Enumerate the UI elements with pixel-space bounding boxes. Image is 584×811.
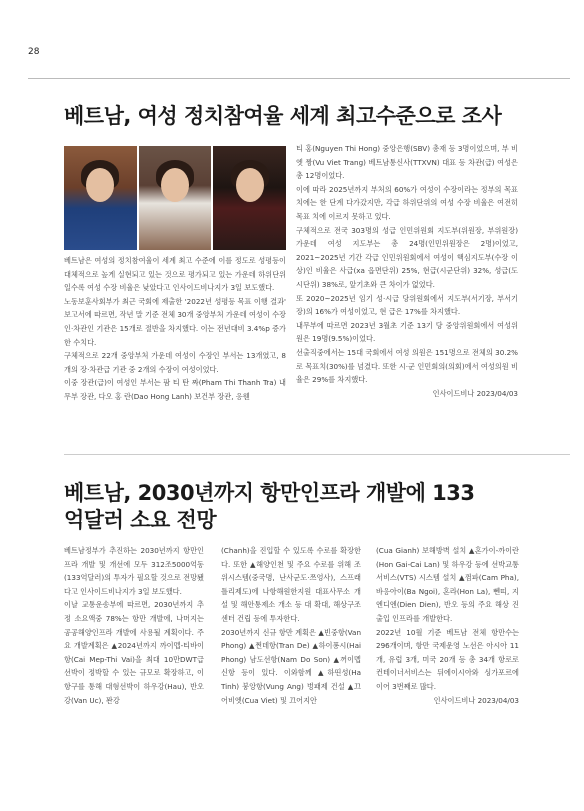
article2-column-1 [64, 544, 204, 707]
paragraph: 베트남정부가 추진하는 2030년까지 항만인프라 개발 및 개선에 모두 312조5000억동(133억달러)의 투자가 필요할 것으로 전망됐다고 인사이드비나지가 3일 보도했다. [64, 546, 204, 596]
article1-column-1 [64, 254, 286, 404]
header-rule [28, 78, 570, 79]
paragraph: 선출직중에서는 15대 국회에서 여성 의원은 151명으로 전체의 30.2%로 목표치(30%)를 넘겼다. 또한 시·군 인민회의(의회)에서 여성의원 비율은 29%를 차지했다. [296, 347, 518, 385]
article2-title: 베트남, 2030년까지 항만인프라 개발에 133억달러 소요 전망 [64, 481, 475, 532]
paragraph: 2022년 10월 기준 베트남 전체 항만수는 296개이며, 항만 국제운영 노선은 아시아 11개, 유럽 3개, 미국 20개 등 총 34개 항로로 컨테이너서비스는 뒤에이시아와 싱가포르에 이어 3번째로 많다. [376, 627, 519, 691]
portrait-photo-2 [139, 146, 212, 250]
paragraph: 2030년까지 신규 항만 계획은 ▲빈중항(Van Phong) ▲쩐데항(Tran De) ▲하이퐁시(Hai Phong) 남도선항(Nam Do Son) ▲꺼이멥 신항 등이 있다. 이와함께 ▲하띤성(Ha Tinh) 붕앙항(Vung Ang) 벙패제 건설 ▲끄어비엣(Cua Viet) 및 끄어지안 [221, 627, 361, 705]
paragraph: 이날 교통운송부에 따르면, 2030년까지 추정 소요액중 78%는 항만 개발에, 나머지는 공공해양인프라 개발에 사용될 계획이다. 주요 개발계획은 ▲2024년까지 까이멥-티바이항(Cai Mep-Thi Vai)을 최대 10만DWT급 선박이 정박할 수 있는 규모로 확장하고, 이 항구를 통해 대형선박이 하우강(Hau), 반오강(Van Uc), 꽌강 [64, 600, 204, 705]
portrait-photo-3 [213, 146, 286, 250]
page-number: 28 [28, 47, 40, 57]
article2-column-3 [376, 544, 519, 707]
article2-source: 인사이드비나 2023/04/03 [433, 695, 519, 705]
paragraph: 내무부에 따르면 2023년 3월초 기준 13기 당 중앙위원회에서 여성위원은 19명(9.5%)이었다. [296, 320, 518, 344]
article2-column-2 [221, 544, 361, 707]
paragraph: (Chanh)을 진입할 수 있도록 수로를 확장한다. 또한 ▲해양인천 및 주요 수로를 위해 조위시스템(중국명, 난사군도·쯔엉사), 스프래틀리제도)에 나항해원한지원 대표사무소 개설 및 해안통제소 개소 등 대 확대, 해상구조센터 건립 등에 투자한다. [221, 546, 361, 623]
article1-column-2 [296, 142, 518, 400]
article1-photo-strip [64, 146, 286, 250]
paragraph: (Cua Gianh) 보해방벽 설치 ▲혼가이-까이란(Hon Gai-Cai Lan) 및 하우강 등에 선박교통서비스(VTS) 시스템 설치 ▲껌파(Cam Pha), 바응아이(Ba Ngoi), 혼라(Hon La), 뻰띠, 지엔디엔(Dien Dien), 반오 등의 주요 해상 진출입 인프라를 개발한다. [376, 546, 519, 623]
paragraph: 구체적으로 전국 303명의 성급 인민위원회 지도부(위원장, 부위원장) 가운데 여성 지도부는 총 24명(인민위원장은 2명)이었고, 2021~2025년 기간 각급 인민위원회에서 여성이 핵심지도부(수장 이상)인 비율은 사급(xa 읍면단위) 25%, 현급(시군단위) 32%, 성급(도시단위) 38%로, 앞기초와 큰 차이가 없었다. [296, 225, 518, 289]
article1-source: 인사이드비나 2023/04/03 [432, 388, 518, 398]
portrait-photo-1 [64, 146, 137, 250]
paragraph: 노동보훈사회부가 최근 국회에 제출한 '2022년 성평등 목표 이행 결과' 보고서에 따르면, 작년 말 기준 전체 30개 중앙부처 가운데 여성이 수장인·차관인 기관은 15개로 절반을 차지했다. 이는 전년대비 3.4%p 증가한 수치다. [64, 296, 286, 347]
paragraph: 또 2020~2025년 임기 성·시급 당위원회에서 지도부(서기장, 부서기장)의 16%가 여성이었고, 현 급은 17%를 차지했다. [296, 293, 518, 317]
paragraph: 구체적으로 22개 중앙부처 가운데 여성이 수장인 부서는 13개였고, 8개의 장·차관급 기관 중 2개의 수장이 여성이었다. [64, 351, 286, 374]
paragraph: 티 홍(Nguyen Thi Hong) 중앙은행(SBV) 총재 등 3명이었으며, 부 비엣 짱(Vu Viet Trang) 베트남통신사(TTXVN) 대표 등 차관(급) 여성은 총 12명이었다. [296, 144, 518, 181]
paragraph: 베트남은 여성의 정치참여율이 세계 최고 수준에 이를 정도로 성평등이 대체적으로 높게 실현되고 있는 것으로 평가되고 있는 가운데 하위단위일수록 여성 수장 비율은 낮았다고 인사이드비나지가 3일 보도했다. [64, 256, 286, 293]
article1-title: 베트남, 여성 정치참여율 세계 최고수준으로 조사 [64, 104, 502, 128]
section-divider [64, 454, 570, 455]
paragraph: 이중 장관(급)이 여성인 부서는 팜 티 탄 짜(Pham Thi Thanh Tra) 내무부 장관, 다오 홍 란(Dao Hong Lanh) 보건부 장관, 응웬 [64, 378, 286, 401]
paragraph: 이에 따라 2025년까지 부처의 60%가 여성이 수장이라는 정부의 목표 치에는 한 단계 다가갔지만, 각급 하위단위의 여성 수장 비율은 여전히 목표 치에 이르지 못하고 있다. [296, 184, 518, 221]
